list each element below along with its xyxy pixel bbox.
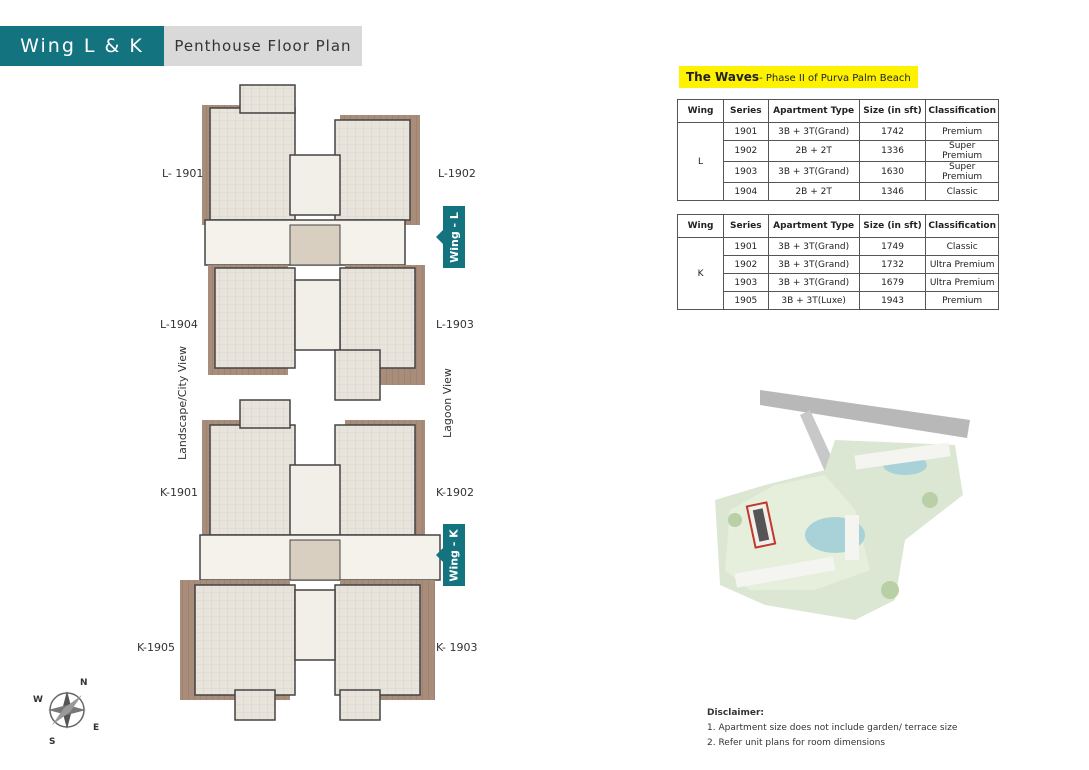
disclaimer-item: 1. Apartment size does not include garden/ terrace size <box>707 723 958 733</box>
disclaimer <box>707 706 957 751</box>
cell-apartment-type: 3B + 3T(Luxe) <box>768 292 859 310</box>
compass-e: E <box>93 723 100 733</box>
cell-apartment-type: 3B + 3T(Grand) <box>768 238 859 256</box>
cell-wing: K <box>678 238 724 310</box>
wing-l-block <box>202 85 425 400</box>
col-series: Series <box>724 215 769 238</box>
cell-series: 1901 <box>724 238 769 256</box>
table-header-row <box>678 100 999 123</box>
cell-classification: Ultra Premium <box>926 274 999 292</box>
project-title-badge <box>679 66 918 88</box>
cell-size: 1679 <box>859 274 926 292</box>
cell-classification: Super Premium <box>926 162 999 183</box>
wing-k-tab: Wing - K <box>443 524 465 586</box>
col-size: Size (in sft) <box>859 100 926 123</box>
unit-label-l1902: L-1902 <box>438 167 476 180</box>
table-row <box>678 162 999 183</box>
cell-size: 1336 <box>859 141 926 162</box>
cell-size: 1749 <box>859 238 926 256</box>
compass-n: N <box>80 678 88 688</box>
cell-apartment-type: 2B + 2T <box>768 141 859 162</box>
cell-apartment-type: 3B + 3T(Grand) <box>768 123 859 141</box>
disclaimer-item: 2. Refer unit plans for room dimensions <box>707 738 886 748</box>
col-apartment-type: Apartment Type <box>768 215 859 238</box>
col-classification: Classification <box>926 100 999 123</box>
cell-apartment-type: 3B + 3T(Grand) <box>768 162 859 183</box>
cell-series: 1903 <box>724 274 769 292</box>
cell-classification: Premium <box>926 123 999 141</box>
cell-classification: Ultra Premium <box>926 256 999 274</box>
plan-title: Penthouse Floor Plan <box>164 26 362 66</box>
compass-w: W <box>33 695 43 705</box>
unit-label-k1901: K-1901 <box>160 486 199 499</box>
compass-icon <box>30 675 105 745</box>
unit-label-l1901: L- 1901 <box>162 167 204 180</box>
col-wing: Wing <box>678 215 724 238</box>
wing-l-table <box>677 99 999 201</box>
wing-k-block <box>180 400 440 720</box>
table-row <box>678 256 999 274</box>
cell-wing: L <box>678 123 724 201</box>
compass-s: S <box>49 737 56 745</box>
table-row <box>678 238 999 256</box>
project-name: The Waves <box>686 70 760 84</box>
compass-rose <box>30 675 105 745</box>
cell-size: 1943 <box>859 292 926 310</box>
table-row <box>678 292 999 310</box>
cell-size: 1630 <box>859 162 926 183</box>
landscape-city-view-label: Landscape/City View <box>176 346 189 460</box>
wing-title: Wing L & K <box>0 26 164 66</box>
cell-classification: Premium <box>926 292 999 310</box>
unit-label-l1903: L-1903 <box>436 318 474 331</box>
cell-size: 1346 <box>859 183 926 201</box>
unit-label-k1902: K-1902 <box>436 486 475 499</box>
lagoon-view-label: Lagoon View <box>441 368 454 438</box>
cell-series: 1905 <box>724 292 769 310</box>
col-series: Series <box>724 100 769 123</box>
disclaimer-heading: Disclaimer: <box>707 708 765 718</box>
table-row <box>678 183 999 201</box>
cell-series: 1904 <box>724 183 769 201</box>
cell-classification: Classic <box>926 183 999 201</box>
cell-classification: Super Premium <box>926 141 999 162</box>
site-location-map <box>705 390 975 625</box>
cell-apartment-type: 2B + 2T <box>768 183 859 201</box>
unit-label-k1903: K- 1903 <box>436 641 478 654</box>
cell-size: 1742 <box>859 123 926 141</box>
col-wing: Wing <box>678 100 724 123</box>
cell-size: 1732 <box>859 256 926 274</box>
col-classification: Classification <box>926 215 999 238</box>
col-size: Size (in sft) <box>859 215 926 238</box>
wing-l-tab: Wing - L <box>443 206 465 268</box>
table-row <box>678 141 999 162</box>
cell-apartment-type: 3B + 3T(Grand) <box>768 256 859 274</box>
table-header-row <box>678 215 999 238</box>
site-map-image <box>705 390 975 625</box>
cell-series: 1902 <box>724 256 769 274</box>
cell-apartment-type: 3B + 3T(Grand) <box>768 274 859 292</box>
page-header <box>0 26 362 66</box>
wing-k-table <box>677 214 999 310</box>
cell-classification: Classic <box>926 238 999 256</box>
cell-series: 1902 <box>724 141 769 162</box>
table-row <box>678 274 999 292</box>
unit-label-k1905: K-1905 <box>137 641 176 654</box>
floor-plan <box>137 80 500 730</box>
cell-series: 1901 <box>724 123 769 141</box>
table-row <box>678 123 999 141</box>
project-subtitle: - Phase II of Purva Palm Beach <box>759 73 911 84</box>
unit-label-l1904: L-1904 <box>160 318 198 331</box>
col-apartment-type: Apartment Type <box>768 100 859 123</box>
cell-series: 1903 <box>724 162 769 183</box>
